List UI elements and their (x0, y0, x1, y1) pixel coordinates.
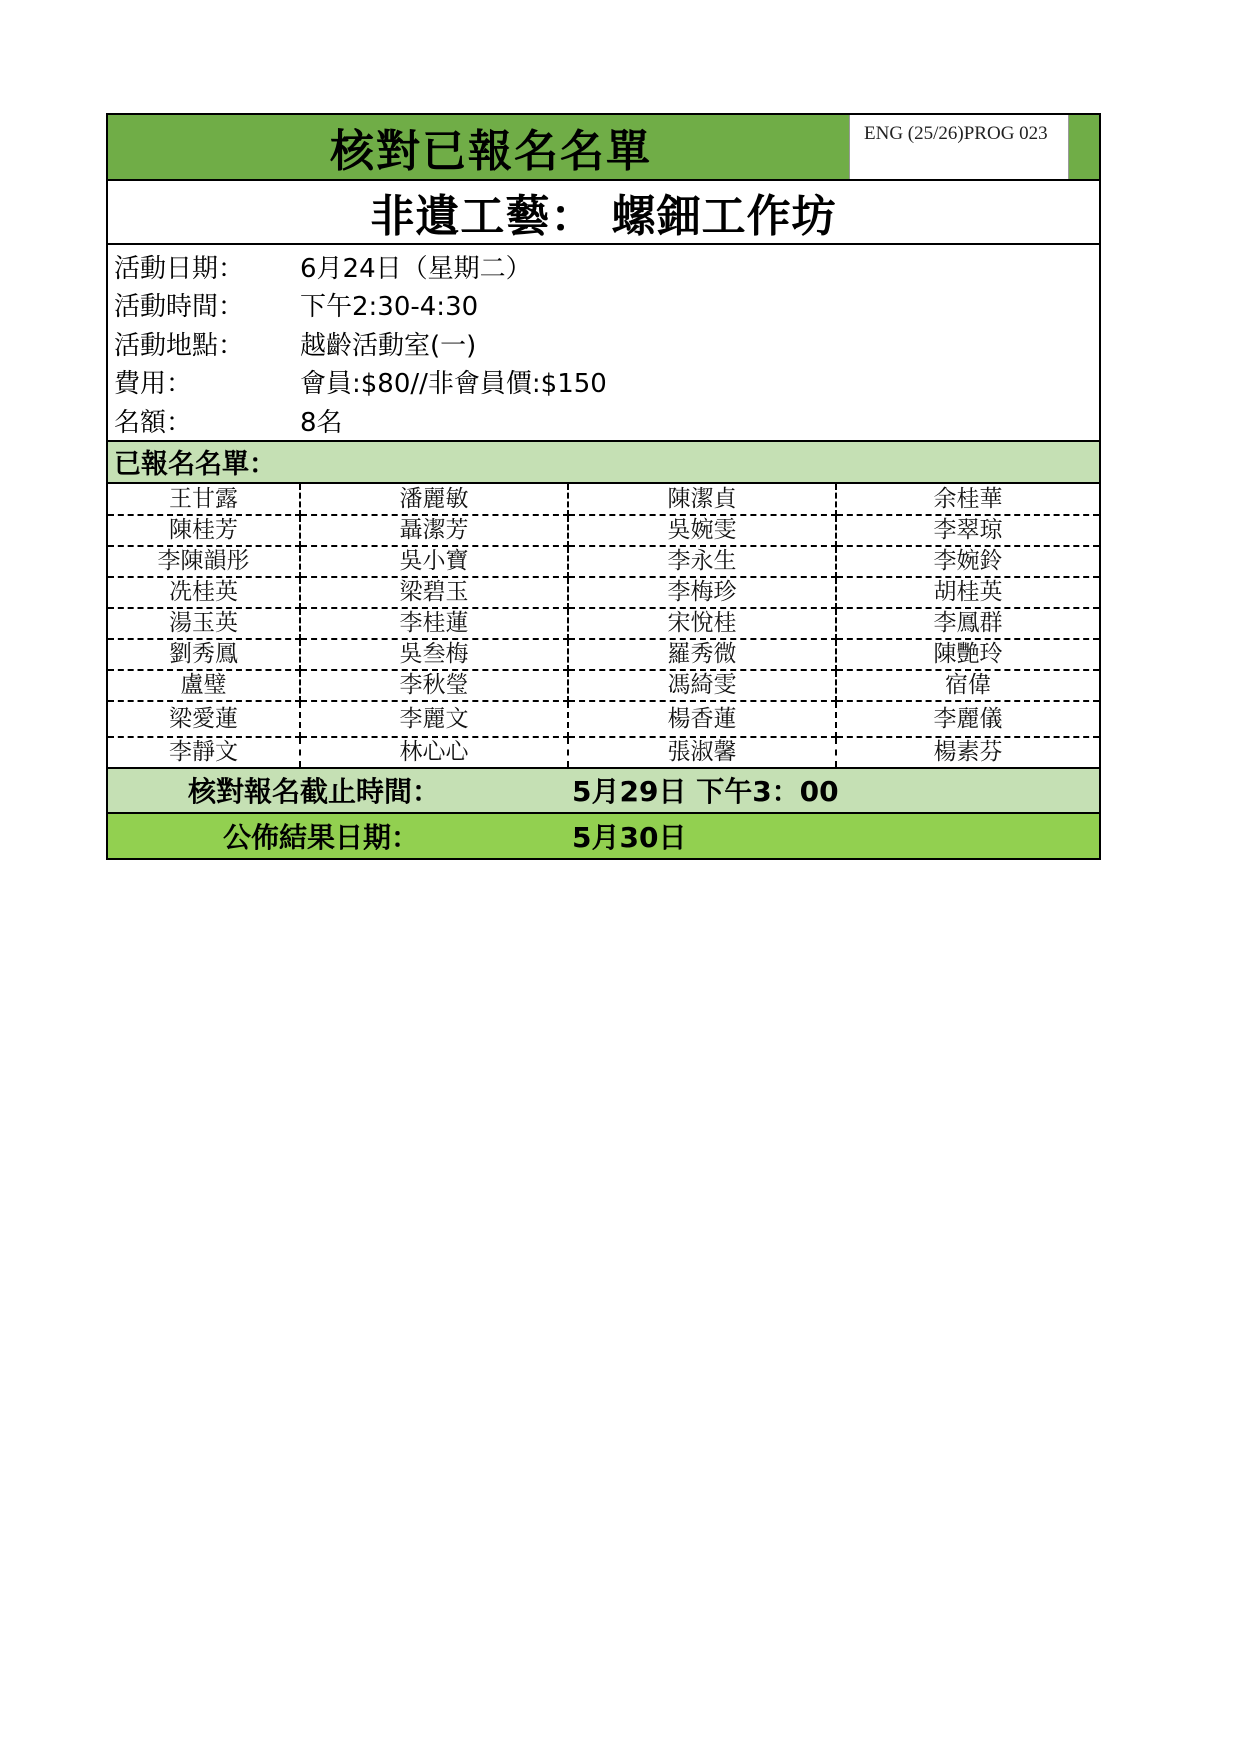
name-cell: 吳小寶 (300, 546, 568, 577)
info-date (108, 247, 1099, 286)
info-value: 8名 (300, 407, 343, 438)
name-cell: 李麗文 (300, 701, 568, 737)
table-row (108, 639, 1099, 670)
registered-names-table (108, 484, 1099, 769)
announce-label: 公佈結果日期： (223, 820, 420, 854)
info-value: 6月24日（星期二） (300, 253, 532, 284)
name-cell: 林心心 (300, 737, 568, 768)
name-cell: 李靜文 (108, 737, 300, 768)
table-row (108, 577, 1099, 608)
info-quota (108, 401, 1099, 440)
name-cell: 張淑馨 (568, 737, 836, 768)
table-row (108, 670, 1099, 701)
table-row (108, 515, 1099, 546)
info-time (108, 286, 1099, 325)
name-cell: 楊素芬 (836, 737, 1099, 768)
name-cell: 梁碧玉 (300, 577, 568, 608)
info-label: 名額： (114, 407, 193, 438)
deadline-value: 5月29日 下午3：00 (572, 775, 839, 808)
info-value: 越齡活動室(一) (300, 330, 477, 361)
name-cell: 楊香蓮 (568, 701, 836, 737)
name-cell: 李陳韻彤 (108, 546, 300, 577)
name-cell: 冼桂英 (108, 577, 300, 608)
announce-row (108, 814, 1099, 858)
name-cell: 湯玉英 (108, 608, 300, 639)
deadline-row (108, 769, 1099, 814)
name-cell: 李秋瑩 (300, 670, 568, 701)
name-cell: 李梅珍 (568, 577, 836, 608)
info-label: 活動地點： (114, 330, 245, 361)
table-row (108, 484, 1099, 515)
name-cell: 胡桂英 (836, 577, 1099, 608)
name-cell: 余桂華 (836, 484, 1099, 515)
name-cell: 劉秀鳳 (108, 639, 300, 670)
name-cell: 陳潔貞 (568, 484, 836, 515)
info-label: 費用： (114, 369, 193, 400)
header-bar (108, 115, 1099, 181)
activity-info (108, 245, 1099, 442)
name-cell: 李婉鈴 (836, 546, 1099, 577)
name-cell: 梁愛蓮 (108, 701, 300, 737)
name-cell: 吳叁梅 (300, 639, 568, 670)
table-row (108, 608, 1099, 639)
sheet-title: 核對已報名名單 (330, 126, 652, 177)
name-cell: 李翠琼 (836, 515, 1099, 546)
info-label: 活動日期： (114, 253, 245, 284)
registration-sheet (106, 113, 1101, 860)
name-cell: 盧璧 (108, 670, 300, 701)
name-cell: 羅秀微 (568, 639, 836, 670)
table-row (108, 701, 1099, 737)
name-cell: 聶潔芳 (300, 515, 568, 546)
name-cell: 吳婉雯 (568, 515, 836, 546)
info-venue (108, 324, 1099, 363)
activity-title: 非遺工藝： 螺鈿工作坊 (108, 181, 1099, 245)
info-value: 會員:$80//非會員價:$150 (300, 369, 607, 400)
name-cell: 陳艷玲 (836, 639, 1099, 670)
name-cell: 陳桂芳 (108, 515, 300, 546)
name-cell: 李桂蓮 (300, 608, 568, 639)
info-value: 下午2:30-4:30 (300, 292, 479, 323)
name-cell: 馮綺雯 (568, 670, 836, 701)
info-label: 活動時間： (114, 292, 245, 323)
info-fee (108, 363, 1099, 402)
name-cell: 李麗儀 (836, 701, 1099, 737)
name-cell: 王甘露 (108, 484, 300, 515)
name-cell: 宋悅桂 (568, 608, 836, 639)
announce-value: 5月30日 (572, 820, 687, 854)
name-cell: 李鳳群 (836, 608, 1099, 639)
name-cell: 李永生 (568, 546, 836, 577)
table-row (108, 737, 1099, 768)
registered-list-heading: 已報名名單： (108, 442, 1099, 484)
table-row (108, 546, 1099, 577)
reference-code: ENG (25/26)PROG 023 (849, 115, 1069, 179)
name-cell: 潘麗敏 (300, 484, 568, 515)
deadline-label: 核對報名截止時間： (188, 775, 441, 808)
name-cell: 宿偉 (836, 670, 1099, 701)
